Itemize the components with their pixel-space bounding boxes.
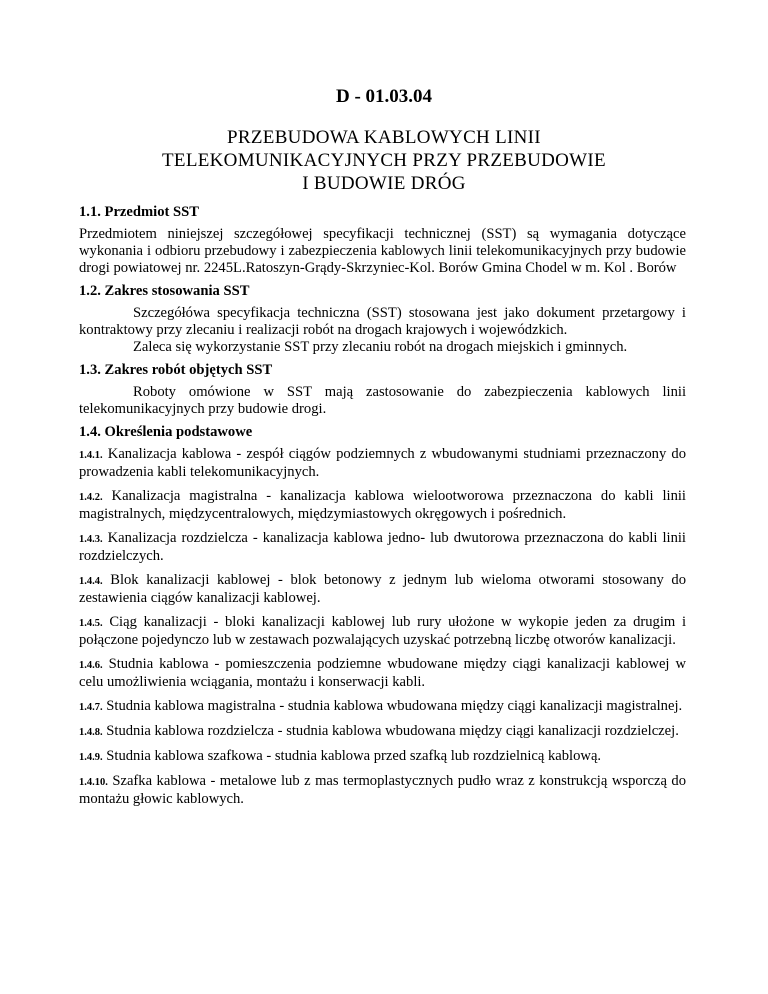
- definition-text: Ciąg kanalizacji - bloki kanalizacji kablowej lub rury ułożone w wykopie jeden za drugim i połączone pojedynczo lub w zestawach pozwalających uzyskać potrzebną liczbę otworów kanalizacji.: [79, 614, 687, 648]
- definition-item: [79, 488, 686, 523]
- definition-number: 1.4.7.: [79, 702, 103, 713]
- definition-item: [79, 572, 686, 607]
- definition-text: Studnia kablowa magistralna - studnia kablowa wbudowana między ciągi kanalizacji magistralnej.: [106, 698, 683, 714]
- definition-item: [79, 773, 686, 808]
- definition-text: Kanalizacja magistralna - kanalizacja kablowa wielootworowa przeznaczona do kabli linii magistralnych, międzycentralowych, międzymiastowych okręgowych i pośrednich.: [79, 488, 686, 522]
- definition-item: [79, 530, 686, 565]
- section-text-1-1: Przedmiotem niniejszej szczegółowej specyfikacji technicznej (SST) są wymagania dotyczące wykonania i odbioru przebudowy i zabezpieczenia kablowych linii telekomunikacyjnych przy budowie drogi powiatowej nr. 2245L.Ratoszyn-Grądy-Skrzyniec-Kol. Borów Gmina Chodel w m. Kol . Borów: [79, 226, 686, 276]
- title-line-2: TELEKOMUNIKACYJNYCH PRZY PRZEBUDOWIE: [162, 150, 606, 171]
- section-text-1-2-b: Zaleca się wykorzystanie SST przy zlecaniu robót na drogach miejskich i gminnych.: [133, 339, 628, 355]
- section-heading-1-1: 1.1. Przedmiot SST: [79, 204, 199, 220]
- section-heading-1-3: 1.3. Zakres robót objętych SST: [79, 362, 273, 378]
- definition-text: Kanalizacja rozdzielcza - kanalizacja kablowa jedno- lub dwutorowa przeznaczona do kabli linii rozdzielczych.: [79, 530, 686, 564]
- definition-item: [79, 614, 686, 649]
- title-line-1: PRZEBUDOWA KABLOWYCH LINII: [227, 127, 541, 148]
- title-line-3: I BUDOWIE DRÓG: [302, 173, 466, 194]
- definition-number: 1.4.2.: [79, 492, 103, 503]
- document-title: [0, 126, 768, 195]
- definition-text: Blok kanalizacji kablowej - blok betonowy z jednym lub wieloma otworami stosowany do zestawienia ciągów kanalizacji kablowej.: [79, 572, 686, 606]
- section-heading-1-4: 1.4. Określenia podstawowe: [79, 424, 253, 440]
- document-body: [79, 204, 686, 815]
- definition-item: [79, 748, 686, 766]
- definition-text: Studnia kablowa rozdzielcza - studnia kablowa wbudowana między ciągi kanalizacji rozdzielczej.: [106, 723, 679, 739]
- definition-item: [79, 698, 686, 716]
- definition-text: Kanalizacja kablowa - zespół ciągów podziemnych z wbudowanymi studniami przeznaczony do prowadzenia kabli telekomunikacyjnych.: [79, 446, 687, 480]
- definition-number: 1.4.9.: [79, 752, 103, 763]
- section-text-1-2-a: Szczegółówa specyfikacja techniczna (SST) stosowana jest jako dokument przetargowy i kontraktowy przy zlecaniu i realizacji robót na drogach krajowych i wojewódzkich.: [79, 305, 686, 338]
- section-text-1-3: Roboty omówione w SST mają zastosowanie do zabezpieczenia kablowych linii telekomunikacyjnych przy budowie drogi.: [79, 384, 686, 417]
- definition-item: [79, 723, 686, 741]
- definition-text: Studnia kablowa - pomieszczenia podziemne wbudowane między ciągi kanalizacji kablowej w celu umożliwienia wciągania, montażu i konserwacji kabli.: [79, 656, 686, 690]
- definition-text: Szafka kablowa - metalowe lub z mas termoplastycznych pudło wraz z konstrukcją wsporczą do montażu głowic kablowych.: [79, 773, 686, 807]
- definition-text: Studnia kablowa szafkowa - studnia kablowa przed szafką lub rozdzielnicą kablową.: [106, 748, 602, 764]
- definition-item: [79, 656, 686, 691]
- definition-number: 1.4.1.: [79, 450, 103, 461]
- document-code: D - 01.03.04: [335, 86, 433, 107]
- section-heading-1-2: 1.2. Zakres stosowania SST: [79, 283, 250, 299]
- definition-item: [79, 446, 686, 481]
- definition-number: 1.4.5.: [79, 618, 103, 629]
- definition-number: 1.4.3.: [79, 534, 103, 545]
- definition-number: 1.4.8.: [79, 727, 103, 738]
- definition-number: 1.4.4.: [79, 576, 103, 587]
- definition-number: 1.4.6.: [79, 660, 103, 671]
- definition-number: 1.4.10.: [79, 777, 108, 788]
